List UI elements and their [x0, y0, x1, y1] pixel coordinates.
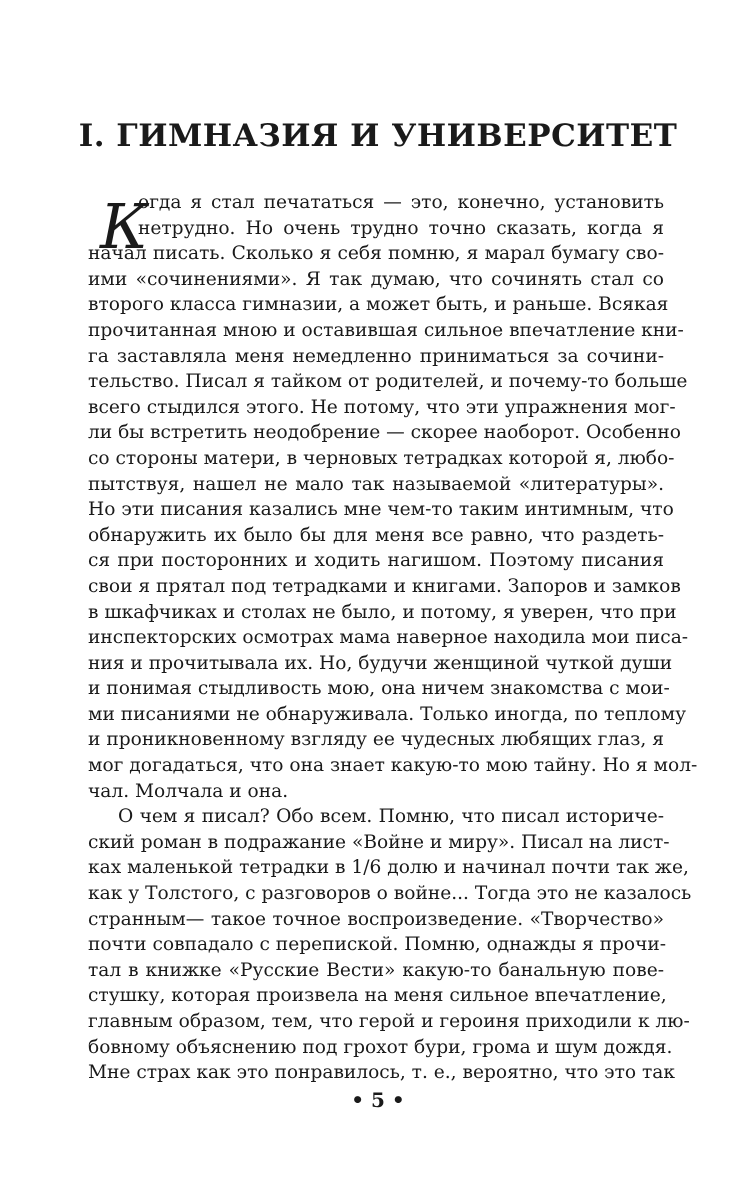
text-line: ния и прочитывала их. Но, будучи женщиной чуткой души [88, 652, 673, 674]
text-line: ими «сочинениями». Я так думаю, что сочинять стал со [88, 268, 664, 290]
text-line: О чем я писал? Обо всем. Помню, что писал историче- [118, 806, 664, 828]
text-line: ли бы встретить неодобрение — скорее наоборот. Особенно [88, 422, 681, 444]
text-line: ми писаниями не обнаруживала. Только иногда, по теплому [88, 703, 687, 725]
text-line: тельство. Писал я тайком от родителей, и почему-то больше [88, 371, 688, 393]
text-line: пытствуя, нашел не мало так называемой «литературы». [88, 473, 664, 495]
text-line: чал. Молчала и она. [88, 780, 289, 802]
text-line: начал писать. Сколько я себя помню, я марал бумагу сво- [88, 243, 664, 265]
text-line: странным— такое точное воспроизведение. «Творчество» [88, 908, 664, 930]
paragraph-2 [88, 804, 692, 1086]
chapter-title: I. ГИМНАЗИЯ И УНИВЕРСИТЕТ [78, 118, 678, 154]
text-line: и понимая стыдливость мою, она ничем знакомства с мои- [88, 678, 670, 700]
text-line: всего стыдился этого. Не потому, что эти упражнения мог- [88, 396, 676, 418]
text-line: как у Толстого, с разговоров о войне... Тогда это не казалось [88, 883, 692, 905]
text-line: нетрудно. Но очень трудно точно сказать, когда я [138, 217, 664, 239]
text-line: ках маленькой тетрадки в 1/6 долю и начинал почти так же, [88, 857, 689, 879]
text-line: свои я прятал под тетрадками и книгами. Запоров и замков [88, 575, 681, 597]
text-line: второго класса гимназии, а может быть, и раньше. Всякая [88, 294, 669, 316]
text-line: в шкафчиках и столах не было, и потому, я уверен, что при [88, 601, 677, 623]
paragraph-1 [88, 190, 698, 804]
text-line: прочитанная мною и оставившая сильное впечатление кни- [88, 319, 684, 341]
text-line: со стороны матери, в черновых тетрадках которой я, любо- [88, 447, 675, 469]
text-line: Но эти писания казались мне чем-то таким интимным, что [88, 499, 674, 521]
text-line: ский роман в подражание «Войне и миру». Писал на лист- [88, 831, 670, 853]
text-line: ся при посторонних и ходить нагишом. Поэтому писания [88, 550, 664, 572]
text-line: тал в книжке «Русские Вести» какую-то банальную пове- [88, 959, 664, 981]
text-line: га заставляла меня немедленно приниматься за сочини- [88, 345, 664, 367]
text-line: огда я стал печататься — это, конечно, установить [138, 192, 664, 213]
text-line: главным образом, тем, что герой и героиня приходили к лю- [88, 1011, 690, 1032]
text-line: инспекторских осмотрах мама наверное находила мои писа- [88, 627, 689, 649]
body-text [88, 190, 698, 1086]
text-line: обнаружить их было бы для меня все равно, что раздеть- [88, 524, 664, 546]
drop-cap: К [100, 190, 148, 263]
text-line: бовному объяснению под грохот бури, грома и шум дождя. [88, 1036, 673, 1058]
page-number: • 5 • [351, 1088, 405, 1112]
text-line: мог догадаться, что она знает какую-то мою тайну. Но я мол- [88, 755, 698, 777]
text-line: и проникновенному взгляду ее чудесных любящих глаз, я [88, 729, 664, 751]
text-line: почти совпадало с перепиской. Помню, однажды я прочи- [88, 934, 667, 956]
text-line: стушку, которая произвела на меня сильное впечатление, [88, 985, 667, 1007]
text-line: Мне страх как это понравилось, т. е., вероятно, что это так [88, 1062, 675, 1084]
